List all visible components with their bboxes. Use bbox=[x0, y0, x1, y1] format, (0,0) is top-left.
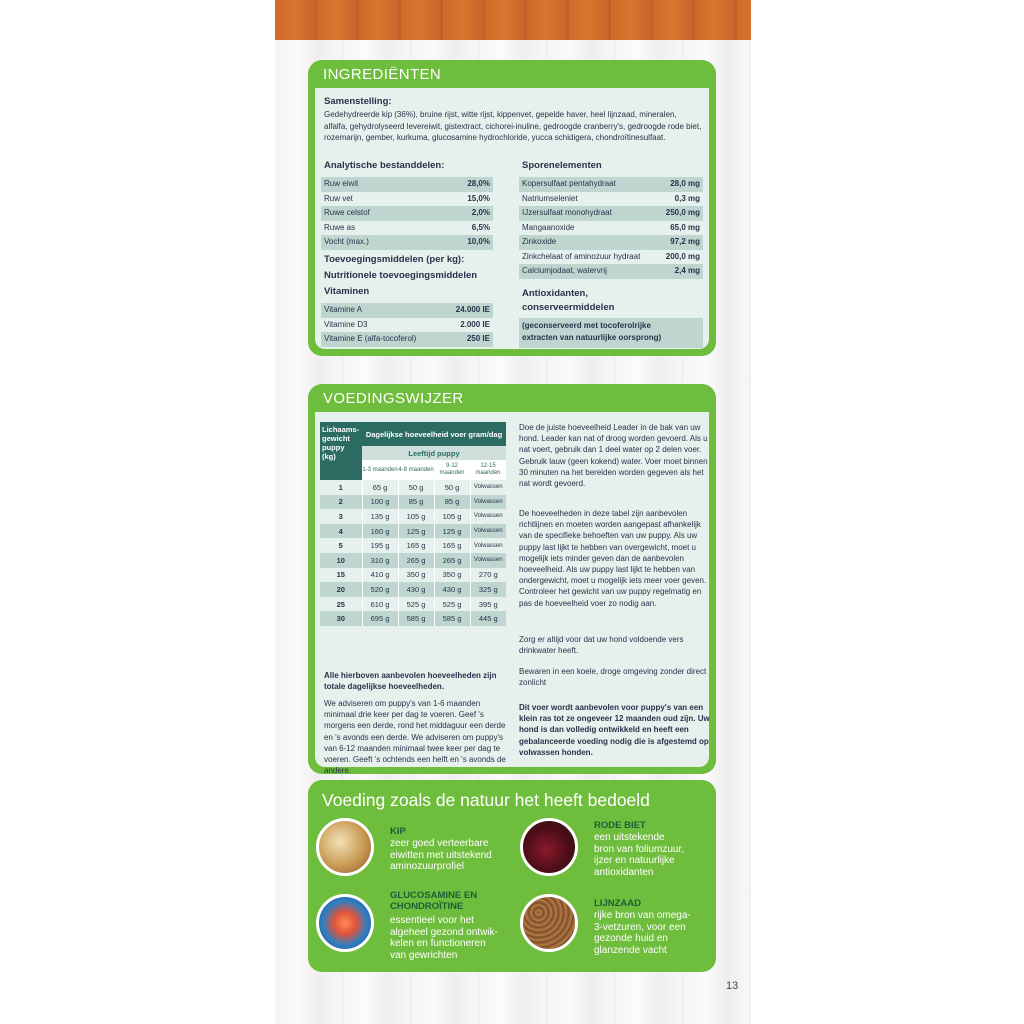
table-row: Ruwe celstof 2,0% bbox=[321, 206, 493, 221]
brochure-page bbox=[275, 0, 751, 1024]
trace-heading: Sporenelementen bbox=[522, 160, 602, 171]
table-row: Calciumjodaat, watervrij 2,4 mg bbox=[519, 264, 703, 279]
antiox-heading-2: conserveermiddelen bbox=[522, 302, 615, 313]
feeding-table-wrap bbox=[320, 422, 506, 626]
feeding-table bbox=[320, 422, 506, 626]
table-row: IJzersulfaat monohydraat 250,0 mg bbox=[519, 206, 703, 221]
page-number: 13 bbox=[726, 980, 739, 992]
weight-cell: 4 bbox=[338, 526, 343, 536]
table-row bbox=[320, 524, 506, 539]
age-header: Leeftijd puppy bbox=[362, 446, 506, 460]
table-row: Vitamine A 24.000 IE bbox=[321, 303, 493, 318]
amount-cell: 125 g bbox=[398, 524, 434, 539]
amount-cell: 165 g bbox=[398, 538, 434, 553]
joint-image bbox=[316, 894, 374, 952]
table-row bbox=[320, 568, 506, 583]
amount-cell: Volwassen bbox=[470, 524, 506, 539]
table-row: Natriumseleniet 0,3 mg bbox=[522, 193, 700, 203]
nature-title: Voeding zoals de natuur het heeft bedoeld bbox=[322, 790, 650, 810]
item-glucosamine-text: essentieel voor het algeheel gezond ontwik- kelen en functioneren van gewrichten bbox=[390, 915, 498, 961]
table-row: Vitamine D3 2.000 IE bbox=[324, 319, 490, 329]
item-biet-text: een uitstekende bron van foliumzuur, ijzer en natuurlijke antioxidanten bbox=[594, 832, 685, 878]
table-row bbox=[320, 611, 506, 626]
amount-cell: 410 g bbox=[362, 568, 398, 583]
amount-cell: 105 g bbox=[434, 509, 470, 524]
composition-text: Gedehydreerde kip (36%), bruine rijst, witte rijst, kippenvet, gepelde haver, heel lijnzaad, mineralen, alfalfa, gehydrolyseerd levereiwit, gistextract, cichorei-inuline, gedroogde cranberry's, gedroogde rode biet, rozemarijn, gember, kurkuma, glucosamine hydrochloride, yucca schidigera, chondroïtinesulfaat. bbox=[324, 110, 702, 143]
amount-cell: 325 g bbox=[470, 582, 506, 597]
amount-cell: 585 g bbox=[434, 611, 470, 626]
table-row: Ruw vet 15,0% bbox=[324, 193, 490, 203]
amount-cell: 125 g bbox=[434, 524, 470, 539]
antiox-heading-1: Antioxidanten, bbox=[522, 288, 588, 299]
weight-cell: 20 bbox=[336, 584, 345, 594]
amount-cell: 430 g bbox=[434, 582, 470, 597]
amount-cell: 350 g bbox=[398, 568, 434, 583]
table-row: Ruwe as 6,5% bbox=[324, 222, 490, 232]
feeding-right-p4: Bewaren in een koele, droge omgeving zonder direct zonlicht bbox=[519, 667, 707, 688]
amount-cell: Volwassen bbox=[470, 509, 506, 524]
feeding-right-bold: Dit voer wordt aanbevolen voor puppy's van een klein ras tot ze ongeveer 12 maanden oud zijn. Uw hond is dan volledig ontwikkeld en heeft een gebalanceerde voeding nodig die is afgestemd op volwassen honden. bbox=[519, 703, 710, 757]
table-row: Kopersulfaat pentahydraat 28,0 mg bbox=[519, 177, 703, 192]
amount-cell: 395 g bbox=[470, 597, 506, 612]
chicken-image bbox=[316, 818, 374, 876]
wood-header-band bbox=[275, 0, 751, 40]
table-row bbox=[320, 597, 506, 612]
age-col-3: 9-12 maanden bbox=[434, 460, 470, 480]
flaxseed-image bbox=[520, 894, 578, 952]
amount-cell: 160 g bbox=[362, 524, 398, 539]
table-row: Zinkoxide 97,2 mg bbox=[519, 235, 703, 250]
amount-cell: Volwassen bbox=[470, 480, 506, 495]
beetroot-image bbox=[520, 818, 578, 876]
table-row bbox=[320, 495, 506, 510]
weight-cell: 5 bbox=[338, 541, 343, 551]
ingredients-body bbox=[315, 88, 709, 349]
amount-cell: 85 g bbox=[398, 495, 434, 510]
weight-cell: 1 bbox=[338, 482, 343, 492]
weight-cell: 2 bbox=[338, 497, 343, 507]
amount-cell: 100 g bbox=[362, 495, 398, 510]
table-row: Mangaanoxide 65,0 mg bbox=[522, 222, 700, 232]
amount-cell: Volwassen bbox=[470, 553, 506, 568]
amount-cell: 430 g bbox=[398, 582, 434, 597]
amount-cell: 270 g bbox=[470, 568, 506, 583]
ingredients-panel bbox=[308, 60, 716, 356]
item-biet-title: RODE BIET bbox=[594, 820, 646, 831]
table-row bbox=[320, 538, 506, 553]
nature-panel bbox=[308, 780, 716, 972]
table-row bbox=[320, 582, 506, 597]
feeding-left-text: We adviseren om puppy's van 1-6 maanden minimaal drie keer per dag te voeren. Geef 's morgens een derde, rond het middaguur een derde en 's avonds een derde. We adviseren om puppy's van 6-12 maanden minimaal twee keer per dag te voeren. Geeft 's ochtends een helft en 's avonds de andere. bbox=[324, 699, 506, 776]
amount-cell: 610 g bbox=[362, 597, 398, 612]
weight-header: Lichaams-gewicht puppy (kg) bbox=[320, 422, 362, 480]
nutritional-heading: Nutritionele toevoegingsmiddelen bbox=[324, 270, 478, 281]
amount-cell: 50 g bbox=[398, 480, 434, 495]
amount-cell: 135 g bbox=[362, 509, 398, 524]
amount-cell: 350 g bbox=[434, 568, 470, 583]
weight-cell: 15 bbox=[336, 570, 345, 580]
table-row bbox=[320, 480, 506, 495]
vitamins-table bbox=[321, 303, 493, 347]
amount-cell: 520 g bbox=[362, 582, 398, 597]
feeding-note-bold: Alle hierboven aanbevolen hoeveelheden zijn totale dagelijkse hoeveelheden. bbox=[324, 671, 497, 691]
analytic-table bbox=[321, 177, 493, 250]
vitamins-heading: Vitaminen bbox=[324, 286, 370, 297]
amount-cell: 65 g bbox=[362, 480, 398, 495]
age-col-1: 1-3 maanden bbox=[362, 460, 398, 480]
amount-cell: 265 g bbox=[398, 553, 434, 568]
amount-cell: 525 g bbox=[434, 597, 470, 612]
amount-cell: 165 g bbox=[434, 538, 470, 553]
amount-cell: 695 g bbox=[362, 611, 398, 626]
amount-cell: 585 g bbox=[398, 611, 434, 626]
table-row: Vocht (max.) 10,0% bbox=[321, 235, 493, 250]
weight-cell: 10 bbox=[336, 555, 345, 565]
amount-cell: 85 g bbox=[434, 495, 470, 510]
analytic-heading: Analytische bestanddelen: bbox=[324, 160, 445, 171]
amount-cell: 445 g bbox=[470, 611, 506, 626]
feeding-title: VOEDINGSWIJZER bbox=[323, 390, 464, 407]
daily-amount-header: Dagelijkse hoeveelheid voer gram/dag bbox=[362, 422, 506, 446]
item-lijnzaad-text: rijke bron van omega- 3-vetzuren, voor een gezonde huid en glanzende vacht bbox=[594, 910, 691, 956]
feeding-right-p2: De hoeveelheden in deze tabel zijn aanbevolen richtlijnen en moeten worden aangepast afhankelijk van de specifieke behoeften van uw puppy. Als uw puppy last lijkt te hebben van overgewicht, moet u mogelijk iets minder geven dan de aanbevolen hoeveelheid. Als uw puppy last lijkt te hebben van ondergewicht, moet u mogelijk iets meer voer geven. Controleer het gewicht van uw puppy regelmatig en pas de hoeveelheid voer zo nodig aan. bbox=[519, 509, 707, 608]
amount-cell: 195 g bbox=[362, 538, 398, 553]
table-row: Zinkchelaat of aminozuur hydraat 200,0 mg bbox=[522, 251, 700, 261]
table-row: Vitamine E (alfa-tocoferol) 250 IE bbox=[321, 332, 493, 347]
item-kip-text: zeer goed verteerbare eiwitten met uitstekend aminozuurprofiel bbox=[390, 838, 492, 872]
table-row bbox=[320, 553, 506, 568]
feeding-panel bbox=[308, 384, 716, 774]
feeding-body bbox=[315, 412, 710, 776]
item-kip-title: KIP bbox=[390, 826, 406, 837]
table-row bbox=[320, 509, 506, 524]
item-lijnzaad-title: LIJNZAAD bbox=[594, 898, 641, 909]
amount-cell: 105 g bbox=[398, 509, 434, 524]
amount-cell: 310 g bbox=[362, 553, 398, 568]
additives-heading: Toevoegingsmiddelen (per kg): bbox=[324, 254, 465, 265]
amount-cell: 525 g bbox=[398, 597, 434, 612]
composition-heading: Samenstelling: bbox=[324, 96, 392, 107]
trace-table bbox=[519, 177, 703, 279]
amount-cell: 50 g bbox=[434, 480, 470, 495]
age-col-2: 4-8 maanden bbox=[398, 460, 434, 480]
amount-cell: Volwassen bbox=[470, 538, 506, 553]
feeding-right-p1: Doe de juiste hoeveelheid Leader in de bak van uw hond. Leader kan nat of droog worden gevoerd. Als u nat voert, gebruik dan 1 deel water op 2 delen voer. Gebruik lauw (geen kokend) water. Voer moet binnen 30 minuten na het bereiden worden gegeven als het nat wordt gevoerd. bbox=[519, 423, 708, 489]
weight-cell: 30 bbox=[336, 614, 345, 624]
table-row: Ruw eiwit 28,0% bbox=[321, 177, 493, 192]
weight-cell: 3 bbox=[338, 511, 343, 521]
item-glucosamine-title: GLUCOSAMINE EN CHONDROÏTINE bbox=[390, 890, 478, 912]
feeding-right-p3: Zorg er altijd voor dat uw hond voldoende vers drinkwater heeft. bbox=[519, 635, 684, 656]
amount-cell: 265 g bbox=[434, 553, 470, 568]
amount-cell: Volwassen bbox=[470, 495, 506, 510]
antiox-note: (geconserveerd met tocoferolrijke extracten van natuurlijke oorsprong) bbox=[519, 318, 703, 348]
age-col-4: 12-15 maanden bbox=[470, 460, 506, 480]
weight-cell: 25 bbox=[336, 599, 345, 609]
ingredients-title: INGREDIËNTEN bbox=[323, 66, 442, 83]
